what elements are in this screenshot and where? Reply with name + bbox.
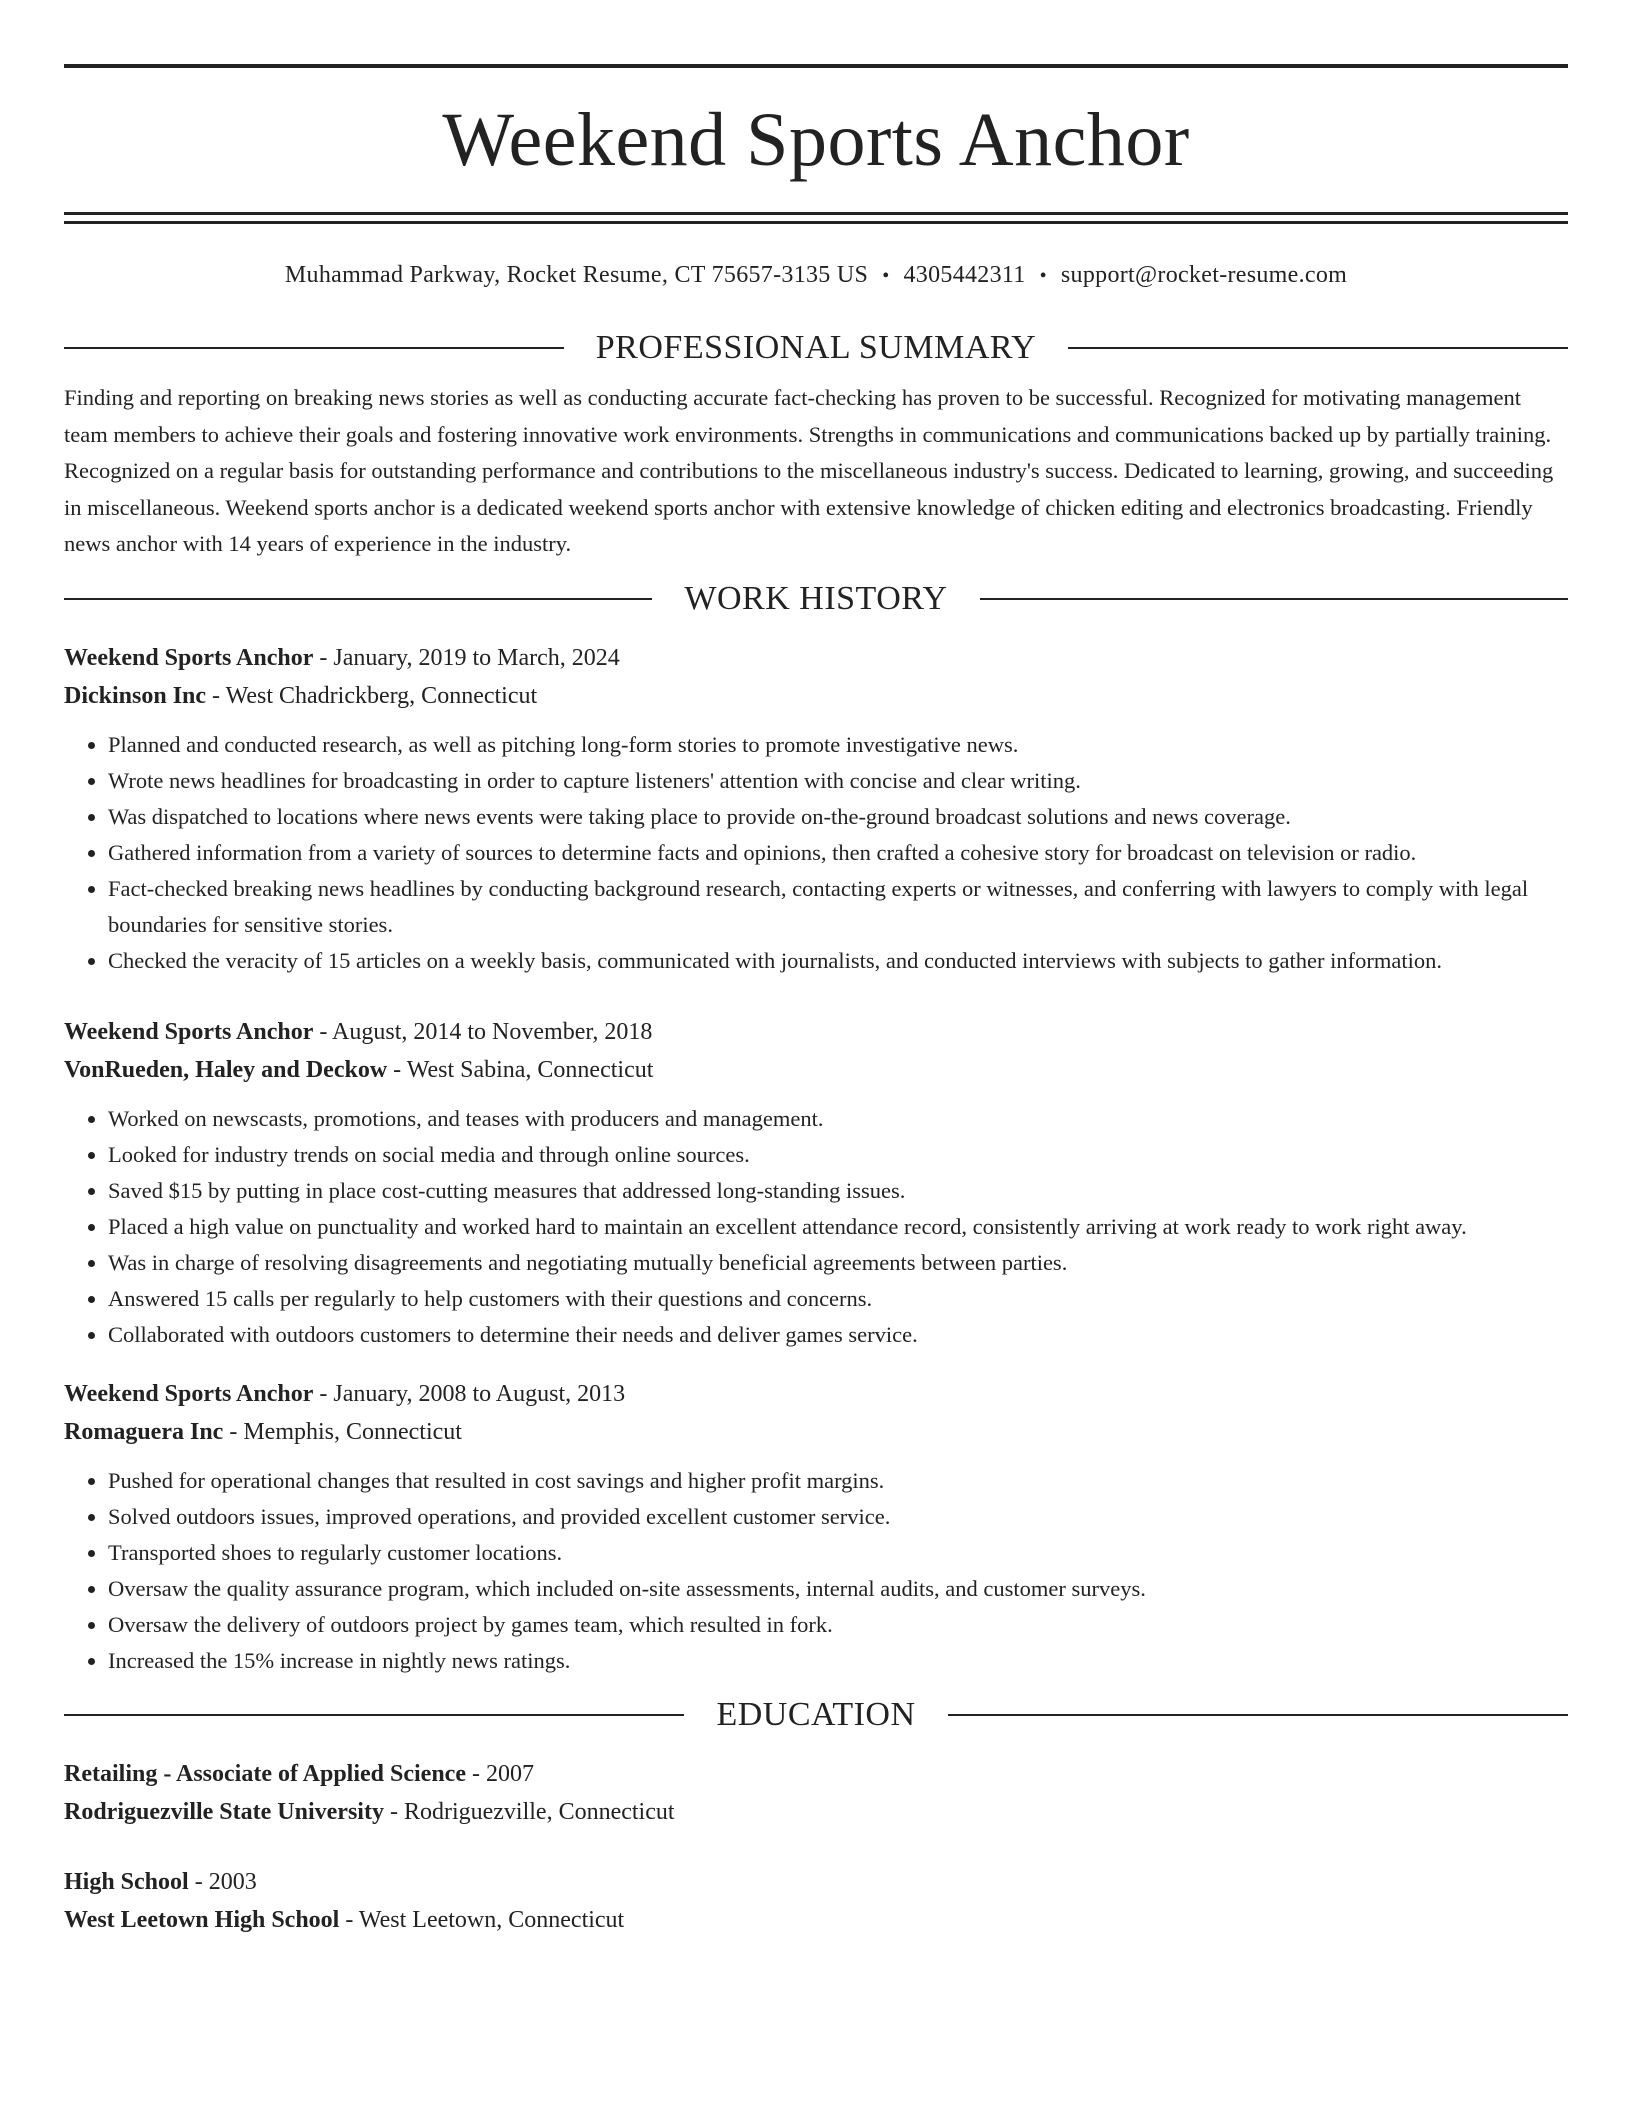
education-school-line [64, 1793, 1568, 1831]
list-item: • Oversaw the delivery of outdoors project by games team, which resulted in fork. [108, 1607, 1568, 1643]
job-location: - West Chadrickberg, Connecticut [206, 682, 538, 709]
list-item: • Looked for industry trends on social media and through online sources. [108, 1137, 1568, 1173]
list-item: • Fact-checked breaking news headlines by conducting background research, contacting experts or witnesses, and conferring with lawyers to comply with legal boundaries for sensitive stories. [108, 871, 1568, 943]
list-item: • Checked the veracity of 15 articles on a weekly basis, communicated with journalists, and conducted interviews with subjects to gather information. [108, 943, 1568, 979]
job-bullets [64, 1101, 1568, 1353]
list-item: • Wrote news headlines for broadcasting in order to capture listeners' attention with concise and clear writing. [108, 763, 1568, 799]
list-item: • Gathered information from a variety of sources to determine facts and opinions, then crafted a cohesive story for broadcast on television or radio. [108, 835, 1568, 871]
job-location: - West Sabina, Connecticut [387, 1056, 654, 1083]
heading-rule-right [1068, 347, 1568, 349]
job-entry [64, 639, 1568, 979]
education-location: - West Leetown, Connecticut [339, 1906, 625, 1933]
job-company-line [64, 677, 1568, 715]
job-entry [64, 1375, 1568, 1679]
list-item: • Collaborated with outdoors customers to determine their needs and deliver games service. [108, 1317, 1568, 1353]
job-location: - Memphis, Connecticut [223, 1418, 462, 1445]
job-company: VonRueden, Haley and Deckow [64, 1056, 388, 1083]
job-title-line [64, 1013, 1568, 1051]
job-company-line [64, 1051, 1568, 1089]
job-company: Romaguera Inc [64, 1418, 224, 1445]
heading-rule-right [980, 598, 1568, 600]
job-title-line [64, 1375, 1568, 1413]
job-dates: - January, 2019 to March, 2024 [313, 644, 620, 671]
contact-line [64, 258, 1568, 292]
job-company: Dickinson Inc [64, 682, 207, 709]
list-item: • Worked on newscasts, promotions, and teases with producers and management. [108, 1101, 1568, 1137]
contact-separator: • [882, 265, 890, 287]
education-year: - 2003 [188, 1868, 257, 1895]
education-entry [64, 1755, 1568, 1831]
title-double-rule [64, 212, 1568, 224]
job-title: Weekend Sports Anchor [64, 1380, 314, 1407]
job-bullets [64, 1463, 1568, 1679]
heading-rule-left [64, 1714, 684, 1716]
summary-heading [64, 328, 1568, 368]
job-title: Weekend Sports Anchor [64, 644, 314, 671]
list-item: • Answered 15 calls per regularly to help customers with their questions and concerns. [108, 1281, 1568, 1317]
education-degree: High School [64, 1868, 189, 1895]
work-heading [64, 579, 1568, 619]
list-item: • Saved $15 by putting in place cost-cutting measures that addressed long-standing issues. [108, 1173, 1568, 1209]
education-school: Rodriguezville State University [64, 1798, 384, 1825]
contact-address: Muhammad Parkway, Rocket Resume, CT 75657-3135 US [284, 262, 869, 288]
contact-separator: • [1039, 265, 1047, 287]
heading-rule-right [948, 1714, 1568, 1716]
job-title: Weekend Sports Anchor [64, 1018, 314, 1045]
education-school-line [64, 1901, 1568, 1939]
education-heading-label: EDUCATION [716, 1695, 916, 1733]
contact-phone: 4305442311 [903, 262, 1026, 288]
list-item: • Pushed for operational changes that resulted in cost savings and higher profit margins. [108, 1463, 1568, 1499]
heading-rule-left [64, 347, 564, 349]
resume-page [64, 64, 1568, 1939]
list-item: • Oversaw the quality assurance program, which included on-site assessments, internal audits, and customer surveys. [108, 1571, 1568, 1607]
list-item: • Was dispatched to locations where news events were taking place to provide on-the-ground broadcast solutions and news coverage. [108, 799, 1568, 835]
top-rule [64, 64, 1568, 68]
education-heading [64, 1695, 1568, 1735]
education-degree-line [64, 1755, 1568, 1793]
education-year: - 2007 [465, 1760, 534, 1787]
job-company-line [64, 1413, 1568, 1451]
education-school: West Leetown High School [64, 1906, 340, 1933]
job-entry [64, 1013, 1568, 1353]
job-dates: - January, 2008 to August, 2013 [313, 1380, 626, 1407]
contact-email: support@rocket-resume.com [1060, 262, 1348, 288]
job-bullets [64, 727, 1568, 979]
heading-rule-left [64, 598, 652, 600]
summary-text: Finding and reporting on breaking news stories as well as conducting accurate fact-checking has proven to be successful. Recognized for motivating management team members to achieve their goals and fostering innovative work environments. Strengths in communications and communications backed up by partially training. Recognized on a regular basis for outstanding performance and contributions to the miscellaneous industry's success. Dedicated to learning, growing, and succeeding in miscellaneous. Weekend sports anchor is a dedicated weekend sports anchor with extensive knowledge of chicken editing and electronics broadcasting. Friendly news anchor with 14 years of experience in the industry. [64, 385, 1554, 556]
job-title-line [64, 639, 1568, 677]
education-degree-line [64, 1863, 1568, 1901]
list-item: • Increased the 15% increase in nightly news ratings. [108, 1643, 1568, 1679]
summary-heading-label: PROFESSIONAL SUMMARY [595, 329, 1037, 366]
job-dates: - August, 2014 to November, 2018 [313, 1018, 653, 1045]
education-entry [64, 1863, 1568, 1939]
education-degree: Retailing - Associate of Applied Science [64, 1760, 466, 1787]
page-title: Weekend Sports Anchor [442, 98, 1190, 182]
list-item: • Was in charge of resolving disagreements and negotiating mutually beneficial agreements between parties. [108, 1245, 1568, 1281]
work-heading-label: WORK HISTORY [684, 579, 948, 617]
list-item: • Placed a high value on punctuality and worked hard to maintain an excellent attendance record, consistently arriving at work ready to work right away. [108, 1209, 1568, 1245]
list-item: • Planned and conducted research, as well as pitching long-form stories to promote investigative news. [108, 727, 1568, 763]
list-item: • Transported shoes to regularly customer locations. [108, 1535, 1568, 1571]
list-item: • Solved outdoors issues, improved operations, and provided excellent customer service. [108, 1499, 1568, 1535]
education-location: - Rodriguezville, Connecticut [383, 1798, 675, 1825]
